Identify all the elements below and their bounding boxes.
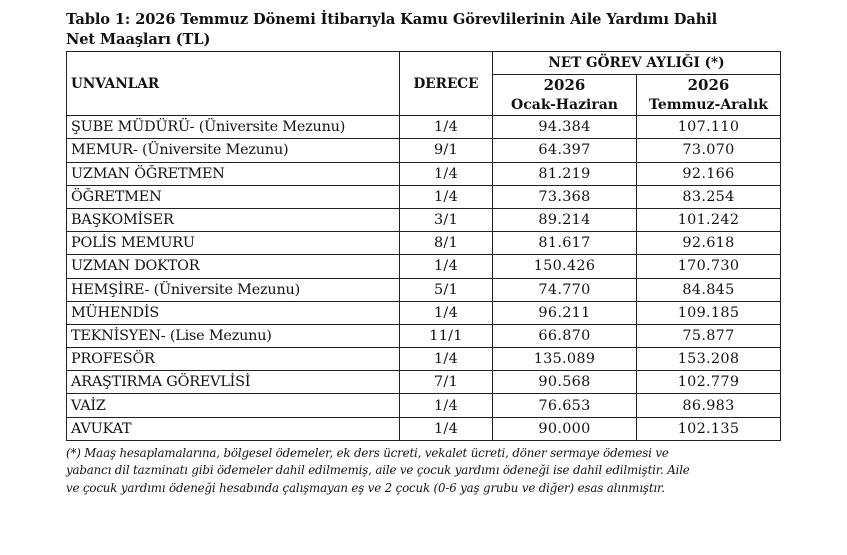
cell-temmuz-aralik: 83.254 xyxy=(637,185,781,208)
table-row xyxy=(67,417,781,440)
column-header-temmuz-aralik xyxy=(637,75,781,116)
cell-ocak-haziran: 90.000 xyxy=(493,417,637,440)
salary-table xyxy=(66,51,781,441)
cell-temmuz-aralik: 84.845 xyxy=(637,278,781,301)
column-header-ocak-haziran xyxy=(493,75,637,116)
cell-derece: 9/1 xyxy=(400,139,493,162)
cell-unvan: HEMŞİRE- (Üniversite Mezunu) xyxy=(67,278,400,301)
cell-unvan: ARAŞTIRMA GÖREVLİSİ xyxy=(67,371,400,394)
table-title xyxy=(66,10,780,50)
cell-ocak-haziran: 81.219 xyxy=(493,162,637,185)
cell-derece: 3/1 xyxy=(400,208,493,231)
table-row xyxy=(67,185,781,208)
cell-temmuz-aralik: 170.730 xyxy=(637,255,781,278)
cell-ocak-haziran: 90.568 xyxy=(493,371,637,394)
table-row xyxy=(67,324,781,347)
cell-ocak-haziran: 74.770 xyxy=(493,278,637,301)
cell-unvan: ÖĞRETMEN xyxy=(67,185,400,208)
cell-ocak-haziran: 94.384 xyxy=(493,116,637,139)
cell-derece: 1/4 xyxy=(400,185,493,208)
table-row xyxy=(67,394,781,417)
footnote-line-1: (*) Maaş hesaplamalarına, bölgesel ödemeler, ek ders ücreti, vekalet ücreti, döner sermaye ödemesi ve xyxy=(66,445,669,460)
table-row xyxy=(67,116,781,139)
footnote-line-3: ve çocuk yardımı ödeneği hesabında çalışmayan eş ve 2 çocuk (0-6 yaş grubu ve diğer) esas alınmıştır. xyxy=(66,481,665,495)
cell-temmuz-aralik: 73.070 xyxy=(637,139,781,162)
table-row xyxy=(67,255,781,278)
column-header-unvanlar: UNVANLAR xyxy=(67,52,400,116)
cell-derece: 1/4 xyxy=(400,348,493,371)
cell-ocak-haziran: 64.397 xyxy=(493,139,637,162)
cell-ocak-haziran: 96.211 xyxy=(493,301,637,324)
cell-unvan: TEKNİSYEN- (Lise Mezunu) xyxy=(67,324,400,347)
cell-ocak-haziran: 89.214 xyxy=(493,208,637,231)
table-row xyxy=(67,301,781,324)
period2-year: 2026 xyxy=(687,76,730,95)
table-row xyxy=(67,232,781,255)
header-row-1 xyxy=(67,52,781,75)
cell-unvan: BAŞKOMİSER xyxy=(67,208,400,231)
cell-temmuz-aralik: 92.166 xyxy=(637,162,781,185)
cell-unvan: UZMAN DOKTOR xyxy=(67,255,400,278)
cell-unvan: POLİS MEMURU xyxy=(67,232,400,255)
cell-unvan: MEMUR- (Üniversite Mezunu) xyxy=(67,139,400,162)
cell-unvan: MÜHENDİS xyxy=(67,301,400,324)
cell-unvan: VAİZ xyxy=(67,394,400,417)
table-row xyxy=(67,208,781,231)
cell-ocak-haziran: 81.617 xyxy=(493,232,637,255)
cell-unvan: ŞUBE MÜDÜRÜ- (Üniversite Mezunu) xyxy=(67,116,400,139)
footnote xyxy=(66,445,780,498)
document xyxy=(66,10,780,498)
period1-label: Ocak-Haziran xyxy=(511,97,618,114)
column-header-derece: DERECE xyxy=(400,52,493,116)
cell-derece: 1/4 xyxy=(400,162,493,185)
period2-label: Temmuz-Aralık xyxy=(649,97,768,114)
cell-temmuz-aralik: 92.618 xyxy=(637,232,781,255)
cell-temmuz-aralik: 107.110 xyxy=(637,116,781,139)
cell-derece: 7/1 xyxy=(400,371,493,394)
cell-temmuz-aralik: 101.242 xyxy=(637,208,781,231)
cell-derece: 1/4 xyxy=(400,116,493,139)
cell-ocak-haziran: 135.089 xyxy=(493,348,637,371)
cell-unvan: PROFESÖR xyxy=(67,348,400,371)
cell-derece: 5/1 xyxy=(400,278,493,301)
cell-derece: 11/1 xyxy=(400,324,493,347)
cell-temmuz-aralik: 102.779 xyxy=(637,371,781,394)
cell-temmuz-aralik: 75.877 xyxy=(637,324,781,347)
cell-unvan: UZMAN ÖĞRETMEN xyxy=(67,162,400,185)
table-body xyxy=(67,116,781,441)
footnote-line-2: yabancı dil tazminatı gibi ödemeler dahil edilmemiş, aile ve çocuk yardımı ödeneği ise dahil edilmiştir. Aile xyxy=(66,463,690,478)
cell-temmuz-aralik: 109.185 xyxy=(637,301,781,324)
cell-derece: 1/4 xyxy=(400,417,493,440)
cell-derece: 8/1 xyxy=(400,232,493,255)
column-header-net-gorev-ayligi: NET GÖREV AYLIĞI (*) xyxy=(493,52,781,75)
cell-ocak-haziran: 150.426 xyxy=(493,255,637,278)
cell-unvan: AVUKAT xyxy=(67,417,400,440)
title-line-1: Tablo 1: 2026 Temmuz Dönemi İtibarıyla Kamu Görevlilerinin Aile Yardımı Dahil xyxy=(66,11,718,28)
table-row xyxy=(67,278,781,301)
table-row xyxy=(67,139,781,162)
cell-ocak-haziran: 73.368 xyxy=(493,185,637,208)
table-row xyxy=(67,371,781,394)
cell-ocak-haziran: 66.870 xyxy=(493,324,637,347)
cell-derece: 1/4 xyxy=(400,301,493,324)
cell-temmuz-aralik: 153.208 xyxy=(637,348,781,371)
cell-temmuz-aralik: 86.983 xyxy=(637,394,781,417)
cell-derece: 1/4 xyxy=(400,255,493,278)
cell-temmuz-aralik: 102.135 xyxy=(637,417,781,440)
title-line-2: Net Maaşları (TL) xyxy=(66,31,211,48)
table-row xyxy=(67,162,781,185)
cell-derece: 1/4 xyxy=(400,394,493,417)
period1-year: 2026 xyxy=(543,76,586,95)
cell-ocak-haziran: 76.653 xyxy=(493,394,637,417)
table-row xyxy=(67,348,781,371)
